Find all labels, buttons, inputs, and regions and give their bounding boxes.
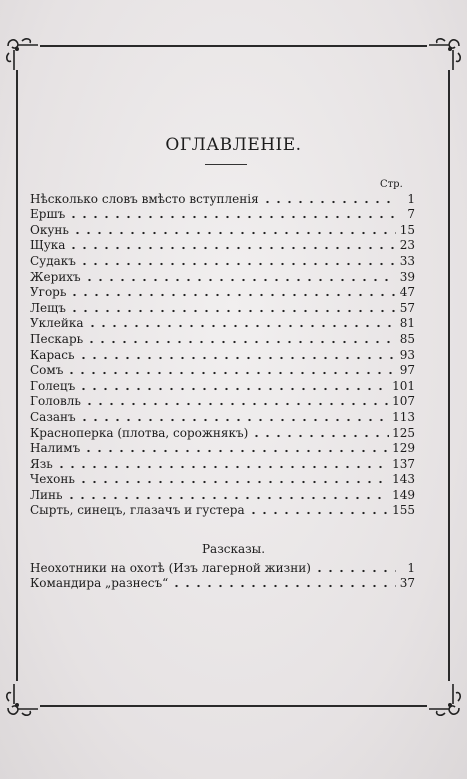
toc-entry — [30, 472, 415, 488]
entry-page-number: 97 — [399, 363, 415, 378]
entry-title: Неохотники на охотѣ (Изъ лагерной жизни) — [30, 560, 311, 575]
stories-heading: Разсказы. — [201, 542, 266, 556]
dot-leader — [87, 318, 396, 328]
toc-entry — [30, 441, 415, 457]
toc-entry — [30, 378, 415, 394]
entry-title: Сырть, синецъ, глазачъ и густера — [30, 503, 245, 518]
entry-title: Окунь — [30, 222, 69, 237]
entry-page-number: 57 — [399, 300, 415, 315]
entry-page-number: 47 — [399, 285, 415, 300]
dot-leader — [68, 209, 396, 219]
entry-title: Уклейка — [30, 316, 84, 331]
entry-title: Красноперка (плотва, сорожнякъ) — [30, 425, 249, 440]
entry-title: Голецъ — [30, 378, 76, 393]
frame-top-border — [40, 45, 427, 47]
toc-entry — [30, 347, 415, 363]
dot-leader — [84, 272, 396, 282]
entry-page-number: 37 — [399, 576, 415, 591]
toc-entry — [30, 560, 415, 576]
corner-ornament-icon — [4, 684, 38, 718]
dot-leader — [66, 490, 390, 500]
toc-entry — [30, 285, 415, 301]
entry-page-number: 15 — [399, 222, 415, 237]
entry-title: Сомъ — [30, 363, 64, 378]
entry-title: Сазанъ — [30, 409, 76, 424]
dot-leader — [78, 381, 389, 391]
entry-page-number: 125 — [392, 425, 415, 440]
dot-leader — [262, 194, 396, 204]
dot-leader — [78, 474, 389, 484]
entry-title: Угорь — [30, 285, 67, 300]
entry-page-number: 137 — [392, 456, 415, 471]
entry-page-number: 33 — [399, 253, 415, 268]
dot-leader — [69, 287, 396, 297]
entry-page-number: 143 — [392, 472, 415, 487]
toc-entry — [30, 253, 415, 269]
entry-title: Командира „разнесъ“ — [30, 576, 169, 591]
dot-leader — [66, 365, 396, 375]
dot-leader — [78, 350, 396, 360]
title-divider — [205, 164, 247, 165]
frame-left-border — [16, 70, 18, 681]
page-title: ОГЛАВЛЕНIЕ. — [165, 135, 302, 155]
entry-page-number: 149 — [392, 487, 415, 502]
corner-ornament-icon — [429, 684, 463, 718]
entry-title: Щука — [30, 238, 66, 253]
toc-entry — [30, 363, 415, 379]
entry-title: Ершъ — [30, 207, 66, 222]
dot-leader — [79, 412, 389, 422]
entry-page-number: 81 — [399, 316, 415, 331]
dot-leader — [84, 396, 389, 406]
frame-right-border — [448, 70, 450, 681]
entry-page-number: 1 — [407, 560, 415, 575]
entry-title: Жерихъ — [30, 269, 81, 284]
entry-title: Линь — [30, 487, 63, 502]
toc-entry — [30, 425, 415, 441]
toc-entry — [30, 456, 415, 472]
corner-ornament-icon — [4, 36, 38, 70]
dot-leader — [314, 563, 396, 573]
toc-entry — [30, 238, 415, 254]
corner-ornament-icon — [429, 36, 463, 70]
dot-leader — [248, 505, 389, 515]
entry-page-number: 85 — [399, 331, 415, 346]
entry-title: Пескарь — [30, 331, 84, 346]
toc-entry — [30, 331, 415, 347]
entry-page-number: 7 — [407, 207, 415, 222]
dot-leader — [83, 443, 389, 453]
entry-page-number: 155 — [392, 503, 415, 518]
toc-entry — [30, 409, 415, 425]
entry-page-number: 101 — [392, 378, 415, 393]
toc-entry — [30, 487, 415, 503]
entry-page-number: 39 — [399, 269, 415, 284]
entry-title: Судакъ — [30, 253, 76, 268]
entry-title: Лещъ — [30, 300, 66, 315]
entry-page-number: 107 — [392, 394, 415, 409]
dot-leader — [68, 240, 396, 250]
toc-entry — [30, 503, 415, 519]
dot-leader — [72, 225, 396, 235]
toc-entry — [30, 269, 415, 285]
entry-page-number: 93 — [399, 347, 415, 362]
entry-page-number: 113 — [392, 409, 415, 424]
toc-entry — [30, 576, 415, 592]
toc-entry — [30, 394, 415, 410]
entry-title: Нѣсколько словъ вмѣсто вступленія — [30, 191, 259, 206]
table-of-contents — [30, 191, 415, 518]
toc-entry — [30, 191, 415, 207]
toc-entry — [30, 300, 415, 316]
toc-entry — [30, 316, 415, 332]
entry-page-number: 23 — [399, 238, 415, 253]
entry-title: Налимъ — [30, 441, 81, 456]
entry-title: Карась — [30, 347, 75, 362]
frame-bottom-border — [40, 705, 427, 707]
entry-title: Чехонь — [30, 472, 75, 487]
dot-leader — [171, 578, 396, 588]
stories-contents — [30, 560, 415, 591]
entry-title: Головль — [30, 394, 81, 409]
toc-entry — [30, 207, 415, 223]
dot-leader — [251, 428, 389, 438]
entry-page-number: 1 — [407, 191, 415, 206]
dot-leader — [86, 334, 396, 344]
dot-leader — [56, 459, 389, 469]
entry-page-number: 129 — [392, 441, 415, 456]
toc-entry — [30, 222, 415, 238]
dot-leader — [79, 256, 396, 266]
page-column-header: Стр. — [380, 179, 403, 190]
entry-title: Язь — [30, 456, 53, 471]
dot-leader — [69, 303, 396, 313]
